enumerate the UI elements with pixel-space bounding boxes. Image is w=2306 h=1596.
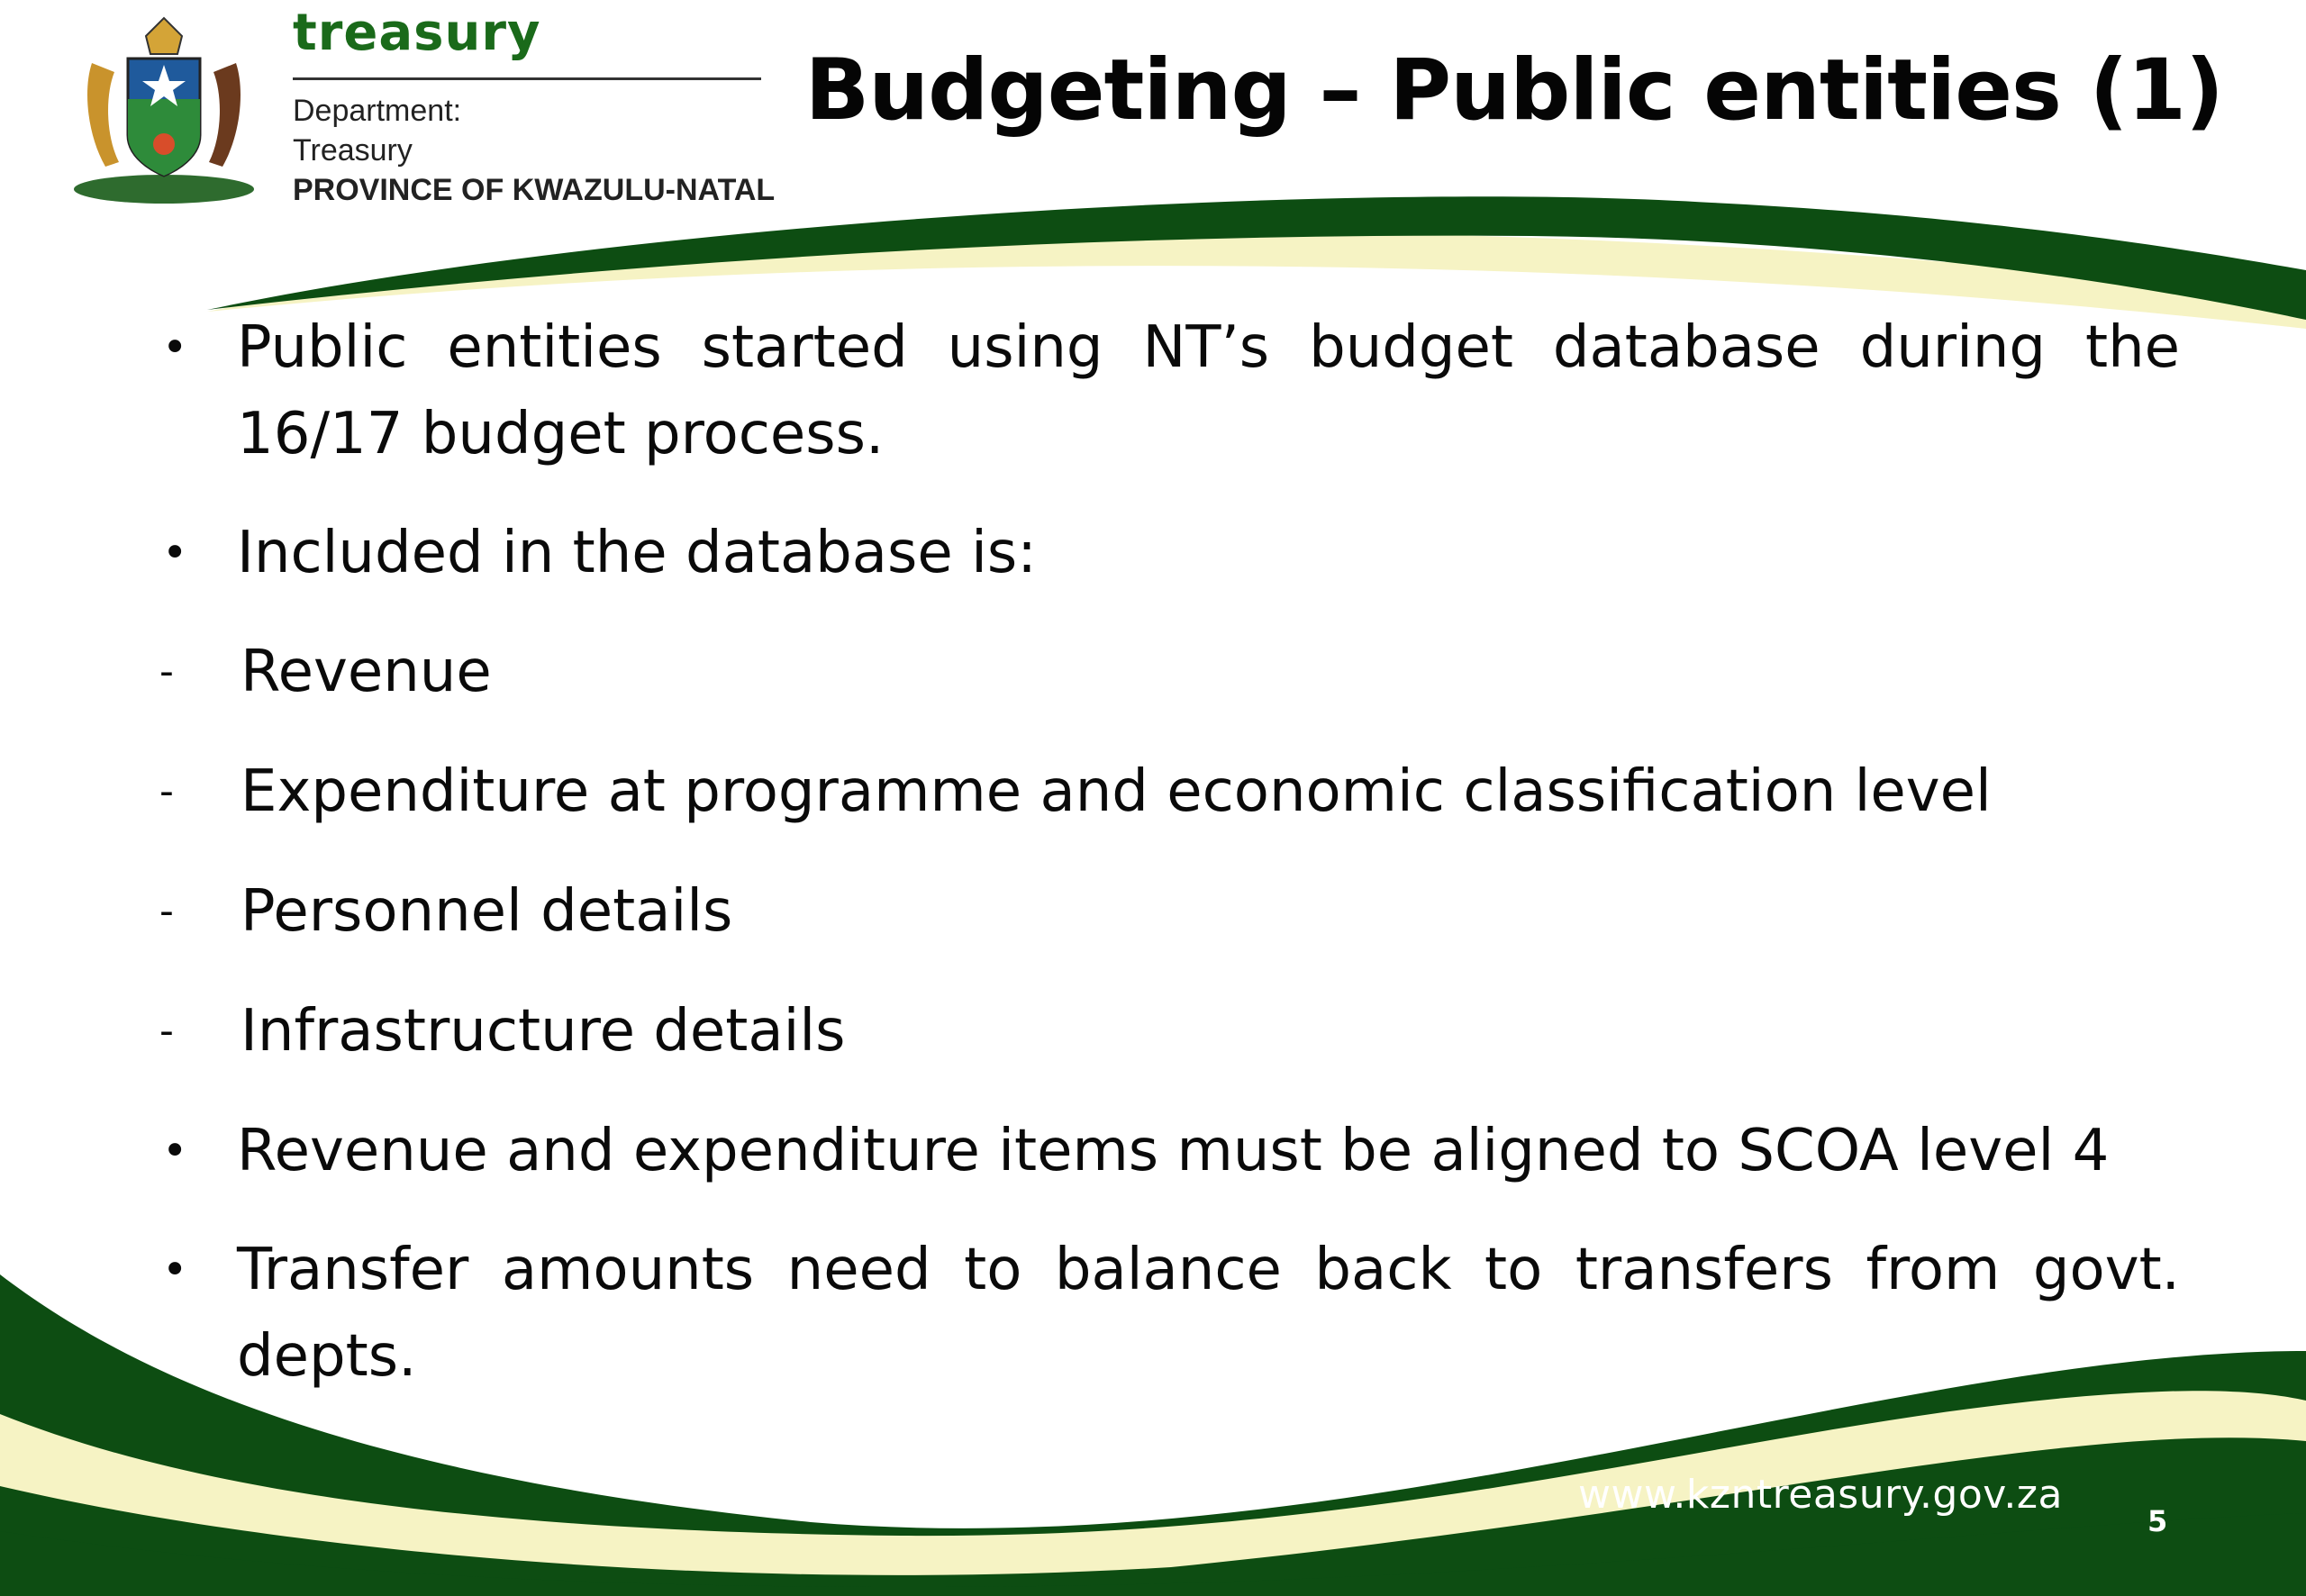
dash-icon: - [159, 1008, 174, 1054]
dash-icon: - [159, 648, 174, 694]
bullet-text: Transfer amounts need to balance back to transfers from govt. depts. [237, 1237, 2180, 1390]
province-name: PROVINCE OF KWAZULU-NATAL [293, 173, 776, 207]
sub-item-text: Personnel details [241, 878, 733, 945]
sub-item-text: Expenditure at programme and economic classification level [241, 758, 1992, 825]
sub-item [87, 988, 2180, 1075]
brand-divider [293, 77, 761, 80]
dash-icon: - [159, 888, 174, 934]
bullet-item [162, 304, 2180, 477]
sub-item-text: Infrastructure details [241, 998, 846, 1065]
slide-title: Budgeting – Public entities (1) [804, 41, 2223, 140]
page-number: 5 [2147, 1504, 2168, 1538]
sub-item [87, 868, 2180, 955]
bullet-text: Revenue and expenditure items must be aligned to SCOA level 4 [237, 1118, 2110, 1184]
dept-name: Treasury [293, 133, 413, 168]
footer-url-link[interactable]: www.kzntreasury.gov.za [1578, 1472, 2063, 1518]
bullet-text: Public entities started using NT’s budget database during the 16/17 budget process. [237, 314, 2180, 467]
bullet-icon: • [162, 1245, 188, 1295]
bullet-icon: • [162, 528, 188, 578]
brand-wordmark: treasury [293, 4, 541, 62]
bullet-item [162, 1108, 2180, 1194]
dept-label: Department: [293, 94, 462, 128]
sub-item-text: Revenue [241, 639, 492, 705]
dash-icon: - [159, 768, 174, 814]
bullet-item [162, 510, 2180, 596]
sub-item [87, 748, 2180, 835]
slide-body [159, 304, 2180, 1432]
sub-item [87, 629, 2180, 715]
bullet-item [162, 1227, 2180, 1400]
bullet-icon: • [162, 1126, 188, 1176]
bullet-icon: • [162, 322, 188, 373]
coat-of-arms-icon [65, 9, 263, 207]
bullet-text: Included in the database is: [237, 520, 1037, 586]
